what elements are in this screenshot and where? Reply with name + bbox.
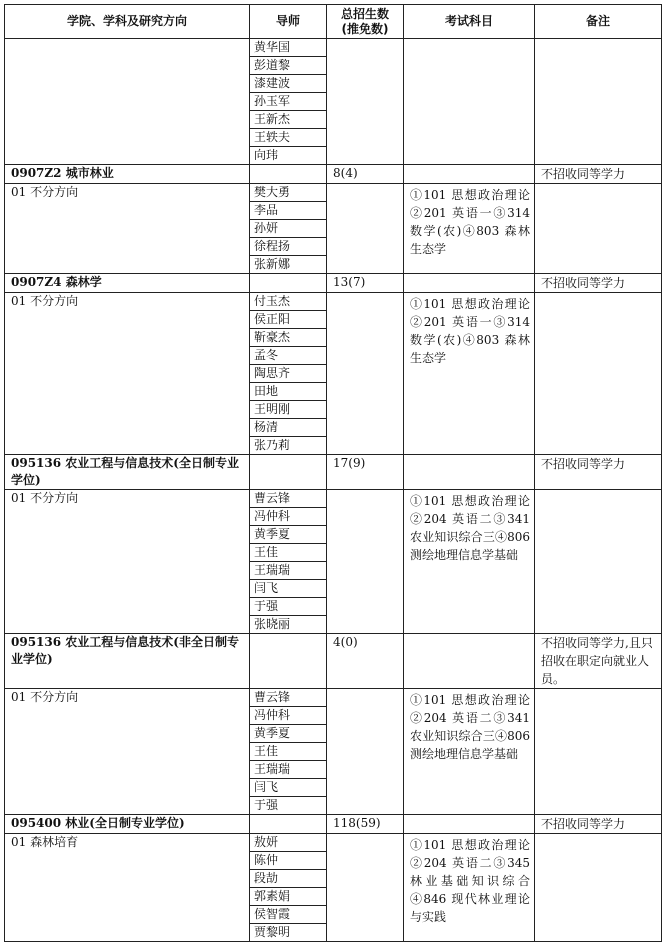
tutor-name: 陶思齐 [250,365,327,383]
tutor-name: 黄华国 [250,39,327,57]
tutor-name: 曹云锋 [250,689,327,707]
table-row [5,490,662,508]
major-tutor-cell [250,274,327,293]
header-count-line2: (推免数) [341,21,389,36]
tutor-name: 靳豪杰 [250,329,327,347]
header-count-line1: 总招生数 [340,6,389,21]
tutor-name: 孙妍 [250,220,327,238]
note-text: 不招收同等学力 [535,165,662,184]
note-cell [535,689,662,815]
major-title [5,165,250,184]
exam-subjects: ①101 思想政治理论②204 英语二③341 农业知识综合三④806 测绘地理信息学基础 [404,689,535,815]
tutor-name: 孟冬 [250,347,327,365]
tutor-name: 王佳 [250,544,327,562]
note-text: 不招收同等学力 [535,815,662,834]
tutor-name: 陈仲 [250,852,327,870]
exam-subjects: ①101 思想政治理论②204 英语二③345 林业基础知识综合④846 现代林业理论与实践 [404,834,535,942]
header-row [5,5,662,39]
major-tutor-cell [250,455,327,490]
major-tutor-cell [250,165,327,184]
major-title [5,455,250,490]
major-exam-cell [404,455,535,490]
major-exam-cell [404,634,535,689]
tutor-name: 于强 [250,598,327,616]
major-exam-cell [404,165,535,184]
tutor-name: 樊大勇 [250,184,327,202]
note-text: 不招收同等学力,且只招收在职定向就业人员。 [535,634,662,689]
tutor-name: 曹云锋 [250,490,327,508]
admission-table [4,4,662,942]
tutor-name: 田地 [250,383,327,401]
tutor-name: 李品 [250,202,327,220]
major-row [5,274,662,293]
header-exam: 考试科目 [404,5,535,39]
tutor-name: 王明刚 [250,401,327,419]
major-name: 农业工程与信息技术(全日制专业学位) [11,456,239,487]
major-row [5,165,662,184]
tutor-name: 向玮 [250,147,327,165]
tutor-name: 王瑞瑞 [250,562,327,580]
research-direction: 01 不分方向 [5,184,250,274]
count-cell [327,184,404,274]
major-code: 095136 [11,635,62,649]
exam-subjects: ①101 思想政治理论②201 英语一③314 数学(农)④803 森林生态学 [404,293,535,455]
header-count [327,5,404,39]
tutor-name: 王轶夫 [250,129,327,147]
tutor-name: 郭素娟 [250,888,327,906]
note-cell [535,293,662,455]
count-cell [327,490,404,634]
exam-subjects: ①101 思想政治理论②204 英语二③341 农业知识综合三④806 测绘地理信息学基础 [404,490,535,634]
research-direction: 01 不分方向 [5,490,250,634]
major-row [5,455,662,490]
major-code: 095400 [11,816,62,830]
enrollment-count: 118(59) [327,815,404,834]
tutor-name: 张乃莉 [250,437,327,455]
tutor-name: 彭道黎 [250,57,327,75]
enrollment-count: 13(7) [327,274,404,293]
major-title [5,815,250,834]
major-row [5,634,662,689]
tutor-name: 贾黎明 [250,924,327,942]
tutor-name: 王新杰 [250,111,327,129]
tutor-name: 漆建波 [250,75,327,93]
enrollment-count: 8(4) [327,165,404,184]
table-row [5,39,662,57]
exam-cell [404,39,535,165]
major-name: 城市林业 [65,166,114,180]
tutor-name: 孙玉军 [250,93,327,111]
tutor-name: 敖妍 [250,834,327,852]
exam-subjects: ①101 思想政治理论②201 英语一③314 数学(农)④803 森林生态学 [404,184,535,274]
major-code: 095136 [11,456,62,470]
header-department: 学院、学科及研究方向 [5,5,250,39]
table-row [5,689,662,707]
direction-cell [5,39,250,165]
note-text: 不招收同等学力 [535,274,662,293]
tutor-name: 段劼 [250,870,327,888]
tutor-name: 冯仲科 [250,508,327,526]
tutor-name: 侯智霞 [250,906,327,924]
tutor-name: 侯正阳 [250,311,327,329]
major-tutor-cell [250,815,327,834]
tutor-name: 张晓丽 [250,616,327,634]
note-cell [535,184,662,274]
tutor-name: 付玉杰 [250,293,327,311]
major-code: 0907Z2 [11,166,62,180]
enrollment-count: 4(0) [327,634,404,689]
major-row [5,815,662,834]
tutor-name: 张新娜 [250,256,327,274]
tutor-name: 冯仲科 [250,707,327,725]
note-cell [535,490,662,634]
tutor-name: 王佳 [250,743,327,761]
major-exam-cell [404,274,535,293]
major-name: 森林学 [65,275,102,289]
tutor-name: 黄季夏 [250,725,327,743]
header-tutor: 导师 [250,5,327,39]
table-row [5,293,662,311]
tutor-name: 徐程扬 [250,238,327,256]
tutor-name: 闫飞 [250,580,327,598]
note-text: 不招收同等学力 [535,455,662,490]
count-cell [327,689,404,815]
major-title [5,274,250,293]
tutor-name: 王瑞瑞 [250,761,327,779]
tutor-name: 杨清 [250,419,327,437]
research-direction: 01 森林培育 [5,834,250,942]
tutor-name: 于强 [250,797,327,815]
count-cell [327,293,404,455]
table-row [5,834,662,852]
major-code: 0907Z4 [11,275,62,289]
count-cell [327,834,404,942]
note-cell [535,39,662,165]
major-tutor-cell [250,634,327,689]
major-title [5,634,250,689]
enrollment-count: 17(9) [327,455,404,490]
count-cell [327,39,404,165]
research-direction: 01 不分方向 [5,689,250,815]
major-exam-cell [404,815,535,834]
tutor-name: 闫飞 [250,779,327,797]
table-row [5,184,662,202]
major-name: 农业工程与信息技术(非全日制专业学位) [11,635,239,666]
note-cell [535,834,662,942]
research-direction: 01 不分方向 [5,293,250,455]
tutor-name: 黄季夏 [250,526,327,544]
header-note: 备注 [535,5,662,39]
major-name: 林业(全日制专业学位) [65,816,185,830]
